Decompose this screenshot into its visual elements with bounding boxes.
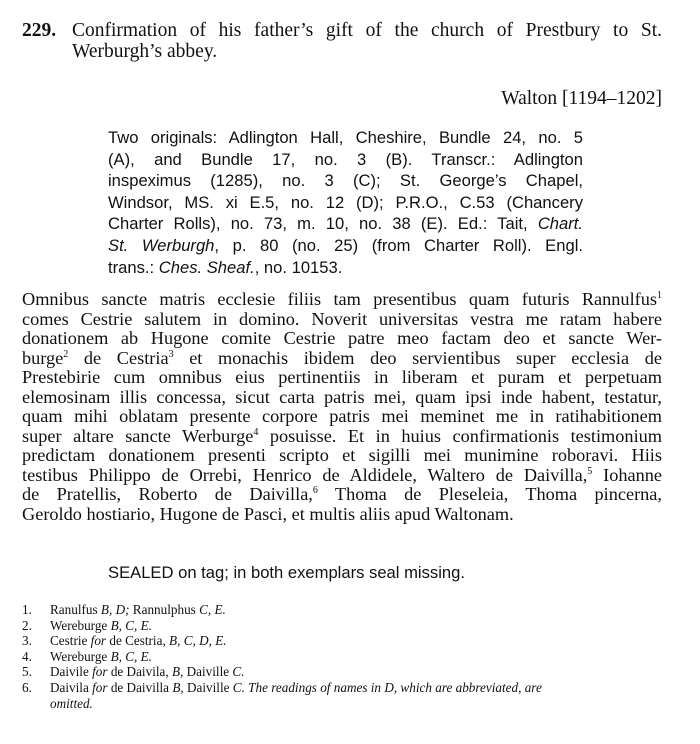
footnote-continuation: omitted. (50, 695, 93, 711)
sources-line: Charter Rolls), no. 73, m. 10, no. 38 (E). Ed.: Tait, Chart. (108, 214, 583, 234)
place-date-line: Walton [1194–1202] (501, 88, 662, 109)
charter-title: Confirmation of his father’s gift of the church of Prestbury to St. Werburgh’s abbey. (72, 20, 662, 62)
sources-line: Two originals: Adlington Hall, Cheshire, Bundle 24, no. 5 (108, 128, 583, 147)
sources-line: (A), and Bundle 17, no. 3 (B). Transcr.: Adlington (108, 149, 583, 169)
footnote: 4. Wereburge B, C, E. (22, 648, 152, 664)
text-line: elemosinam illis concessa, sicut carta patris mei, quam ipsi inde habent, testatur, (22, 386, 662, 407)
footnote-ref: 2 (63, 348, 69, 360)
sources-line: trans.: Ches. Sheaf., no. 10153. (108, 257, 343, 277)
seal-note: SEALED on tag; in both exemplars seal missing. (108, 563, 465, 582)
text-line: testibus Philippo de Orrebi, Henrico de Aldidele, Waltero de Daivilla,$^5$ Iohanne (22, 464, 662, 485)
footnote-ref: 1 (657, 289, 662, 301)
sources-paragraph (108, 127, 583, 278)
footnote-ref: 5 (587, 465, 593, 477)
footnote: 1. Ranulfus B, D; Rannulphus C, E. (22, 602, 226, 617)
footnote: 5. Daivile for de Daivila, B, Daiville C. (22, 664, 245, 680)
text-line: comes Cestrie salutem in domino. Noverit universitas vestra me ratam habere (22, 308, 662, 329)
sources-line: inspeximus (1285), no. 3 (C); St. George’s Chapel, (108, 171, 583, 191)
footnote: 2. Wereburge B, C, E. (22, 617, 152, 633)
footnotes (22, 602, 672, 711)
charter-text (22, 290, 662, 524)
text-line: super altare sancte Werburge$^4$ posuisse. Et in huius confirmationis testimonium (22, 425, 663, 446)
text-line: burge$^2$ de Cestria$^3$ et monachis ibidem deo servientibus super ecclesia de (22, 347, 662, 368)
sources-line: St. Werburgh, p. 80 (no. 25) (from Charter Roll). Engl. (108, 235, 583, 255)
text-line: predictam donationem presenti scripto et sigilli mei munimine roboravi. Hiis (22, 445, 662, 465)
text-line: de Pratellis, Roberto de Daivilla,$^6$ Thoma de Pleseleia, Thoma pincerna, (22, 484, 662, 504)
sources-line: Windsor, MS. xi E.5, no. 12 (D); P.R.O., C.53 (Chancery (108, 192, 583, 212)
footnote-ref: 6 (312, 484, 318, 496)
footnote-ref: 3 (168, 348, 174, 360)
text-line: Geroldo hostiario, Hugone de Pasci, et multis aliis apud Waltonam. (22, 503, 514, 524)
footnote-ref: 4 (253, 426, 259, 438)
text-line: quam mihi oblatam presente corpore patris mei meminet me in ratihabitionem (22, 406, 662, 426)
footnote: 6. Daivila for de Daivilla B, Daiville C. The readings of names in D, which are abbreviated, are (22, 679, 542, 695)
charter-number: 229. (22, 20, 57, 41)
text-line: Omnibus sancte matris ecclesie filiis tam presentibus quam futuris Rannulfus$^1$ (22, 289, 662, 309)
text-line: Prestebirie cum omnibus eius pertinentiis in liberam et puram et perpetuam (22, 367, 662, 387)
charter-heading (22, 20, 662, 62)
text-line: donationem ab Hugone comite Cestrie patre meo factam deo et sancte Wer- (22, 328, 662, 348)
footnote: 3. Cestrie for de Cestria, B, C, D, E. (22, 633, 227, 649)
